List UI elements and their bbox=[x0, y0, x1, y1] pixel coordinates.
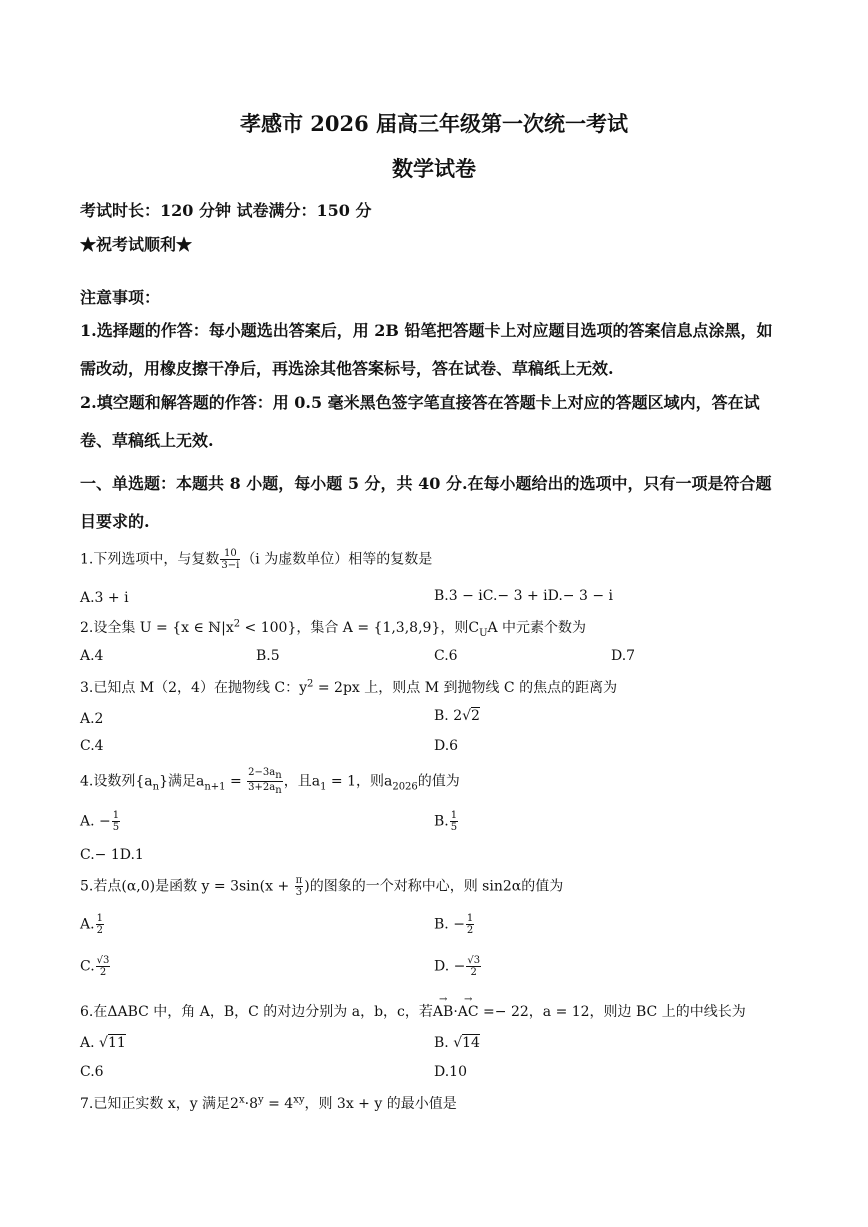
notes-heading: 注意事项： bbox=[80, 288, 161, 307]
question-6: 6.在ΔABC 中，角 A，B，C 的对边分别为 a，b，c，若→ AB·→ AC =− 22，a = 12，则边 BC 上的中线长为 bbox=[80, 1001, 746, 1021]
question-7: 7.已知正实数 x，y 满足$2^x\cdot 8^y = 4^{xy}$，则 3x + y 的最小值是 bbox=[80, 1094, 457, 1112]
wish-line: ★祝考试顺利★ bbox=[80, 235, 193, 254]
q5-option-b: B. − $\frac{1}{2}$ bbox=[434, 913, 474, 936]
note-item-1: 1.选择题的作答：每小题选出答案后，用 2B 铅笔把答题卡上对应题目选项的答案信息点涂黑，如需改动，用橡皮擦干净后，再选涂其他答案标号，答在试卷、草稿纸上无效. bbox=[80, 321, 773, 378]
q6-option-c: C.6 bbox=[80, 1064, 104, 1080]
q2-option-a: A.4 bbox=[80, 648, 104, 664]
q3-option-a: A.2 bbox=[80, 711, 104, 727]
q2-option-c: C.6 bbox=[434, 648, 458, 664]
q2-option-d: D.7 bbox=[611, 648, 636, 664]
sqrt-symbol: √ bbox=[462, 708, 472, 724]
q1-options-bcd: B.3 − iC.− 3 + iD.− 3 − i bbox=[434, 588, 613, 604]
vector-ab: → AB bbox=[433, 1004, 453, 1020]
question-5: 5.若点(α,0)是函数 y = 3sin(x + $\frac{\pi}{3}$ )的图象的一个对称中心，则 sin2α的值为 bbox=[80, 875, 564, 898]
q6-option-a: A. √11 bbox=[80, 1035, 126, 1051]
question-4: 4.设数列$\{a_n\}$满足$a_{n+1}$ = $\frac{2-3a_n}{3+2a_n}$ ，且$a_1 = 1$，则$a_{2026}$的值为 bbox=[80, 767, 460, 796]
note-item-2: 2.填空题和解答题的作答：用 0.5 毫米黑色签字笔直接答在答题卡上对应的答题区域内，答在试卷、草稿纸上无效. bbox=[80, 393, 760, 450]
q5-option-d: D. − $\frac{√3}{2}$ bbox=[434, 955, 481, 978]
q4-option-a: A. − $\frac{1}{5}$ bbox=[80, 810, 120, 833]
q3-option-c: C.4 bbox=[80, 738, 104, 754]
sqrt-symbol: √ bbox=[99, 1035, 108, 1051]
section-heading: 一、单选题：本题共 8 小题，每小题 5 分，共 40 分.在每小题给出的选项中，只有一项是符合题目要求的. bbox=[80, 474, 772, 531]
q3-option-b: B. 2√2 bbox=[434, 708, 480, 724]
q4-options-cd: C.− 1D.1 bbox=[80, 847, 144, 863]
page-subtitle: 数学试卷 bbox=[392, 156, 476, 181]
q2-option-b: B.5 bbox=[256, 648, 280, 664]
q5-option-c: C. $\frac{√3}{2}$ bbox=[80, 955, 110, 978]
q5-option-a: A. $\frac{1}{2}$ bbox=[80, 913, 103, 936]
question-3: 3.已知点 M（2，4）在抛物线 C：$y^2 = 2px$ 上，则点 M 到抛物线 C 的焦点的距离为 bbox=[80, 678, 618, 696]
question-1: 1.下列选项中，与复数 $\frac{10}{3-i}$ （i 为虚数单位）相等的复数是 bbox=[80, 548, 433, 571]
q1-option-a: A.3 + i bbox=[80, 590, 129, 606]
q6-option-b: B. √14 bbox=[434, 1035, 480, 1051]
fraction: $\frac{2-3a_n}{3+2a_n}$ bbox=[248, 767, 282, 796]
sqrt-symbol: √ bbox=[453, 1035, 463, 1051]
q3-option-d: D.6 bbox=[434, 738, 459, 754]
q4-option-b: B. $\frac{1}{5}$ bbox=[434, 810, 458, 833]
q6-option-d: D.10 bbox=[434, 1064, 467, 1080]
question-2: 2.设全集 U = {x ∈ $ℕ|x^2 < 100$}，集合 A = {1,3,8,9}，则$C_UA$ 中元素个数为 bbox=[80, 618, 587, 639]
fraction: $\frac{10}{3-i}$ bbox=[221, 548, 240, 571]
page-title: 孝感市 2026 届高三年级第一次统一考试 bbox=[239, 111, 629, 136]
exam-info: 考试时长：120 分钟 试卷满分：150 分 bbox=[80, 201, 372, 220]
vector-ac: → AC bbox=[458, 1004, 479, 1020]
